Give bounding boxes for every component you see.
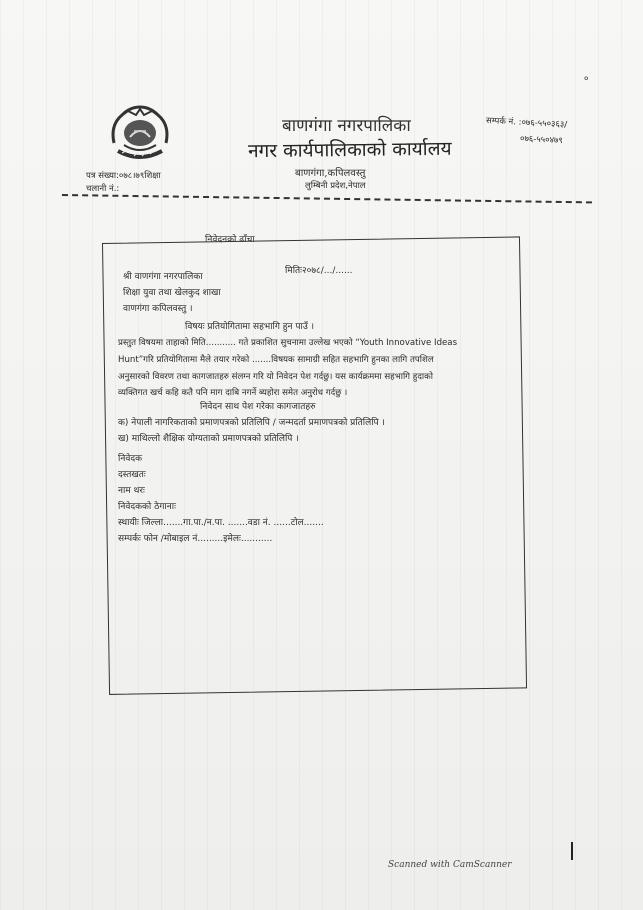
page-number: ० xyxy=(584,74,589,84)
name-label: नाम थरः xyxy=(118,486,145,496)
addressee-line-3: वाणगंगा कपिलवस्तु । xyxy=(123,304,193,314)
attachments-title: निवेदन साथ पेश गरेका कागजातहरु xyxy=(200,402,316,412)
contact-line: सम्पर्कः फोन /मोबाइल नं.........इमेलः........... xyxy=(118,534,273,544)
municipality-name: बाणगंगा नगरपालिका xyxy=(282,116,411,136)
contact-label: सम्पर्क नं. :०७६-५५०३६३/ xyxy=(485,115,568,131)
body-line-1: प्रस्तुत विषयमा ताहाको मिति........... गते प्रकाशित सुचनामा उल्लेख भएको “Youth Innovative Ideas xyxy=(118,338,458,348)
date-line: मितिः२०७८/.../...... xyxy=(285,266,353,276)
letter-number: पत्र संख्या:०७८।७९शिक्षा xyxy=(86,171,161,181)
body-line-3: अनुसारको विवरण तथा कागजातहरु संलग्न गरि यो निवेदन पेश गर्दछु। यस कार्यक्रममा सहभागि हुदाको xyxy=(118,372,433,382)
body-line-2: Hunt”गरि प्रतियोगितामा मैले तयार गरेको .......विषयक सामाग्री सहित सहभागि हुनका लागि तपशिल xyxy=(118,355,434,365)
signature-label: दस्तखतः xyxy=(118,470,146,480)
body-line-4: व्यक्तिगत खर्च कहि कतै पनि माग दाबि नगर्ने ब्यहोरा समेत अनुरोध गर्दछु । xyxy=(118,388,348,398)
permanent-address-line: स्थायीः जिल्ला.......गा.पा./न.पा. .......वडा नं. ......टोल....... xyxy=(118,518,324,528)
addressee-line-2: शिक्षा युवा तथा खेलकुद शाखा xyxy=(123,288,221,298)
subject-line: विषयः प्रतियोगितामा सहभागि हुन पाउँ । xyxy=(185,322,315,332)
dispatch-number: चलानी नं.: xyxy=(86,184,120,194)
office-name: नगर कार्यपालिकाको कार्यालय xyxy=(247,137,452,163)
edge-mark xyxy=(571,842,573,860)
addressee-line-1: श्री वाणगंगा नगरपालिका xyxy=(123,272,203,282)
nepal-emblem-logo xyxy=(108,103,172,165)
applicant-label: निवेदक xyxy=(118,454,143,464)
header-divider xyxy=(62,194,592,203)
address-line-2: लुम्बिनी प्रदेश,नेपाल xyxy=(305,181,366,191)
address-label: निवेदकको ठेगानाः xyxy=(118,502,176,512)
contact-line-2: ०७६-५५०४७९ xyxy=(519,133,564,147)
camscanner-watermark: Scanned with CamScanner xyxy=(388,860,512,870)
form-title: निवेदनको ढाँचा xyxy=(205,235,255,245)
attachment-b: ख) माथिल्लो शैक्षिक योग्यताको प्रमाणपत्रको प्रतिलिपि । xyxy=(118,434,299,444)
attachment-a: क) नेपाली नागरिकताको प्रमाणपत्रको प्रतिलिपि / जन्मदर्ता प्रमाणपत्रको प्रतिलिपि । xyxy=(118,418,385,428)
address-line-1: बाणगंगा,कपिलवस्तु xyxy=(295,168,366,179)
